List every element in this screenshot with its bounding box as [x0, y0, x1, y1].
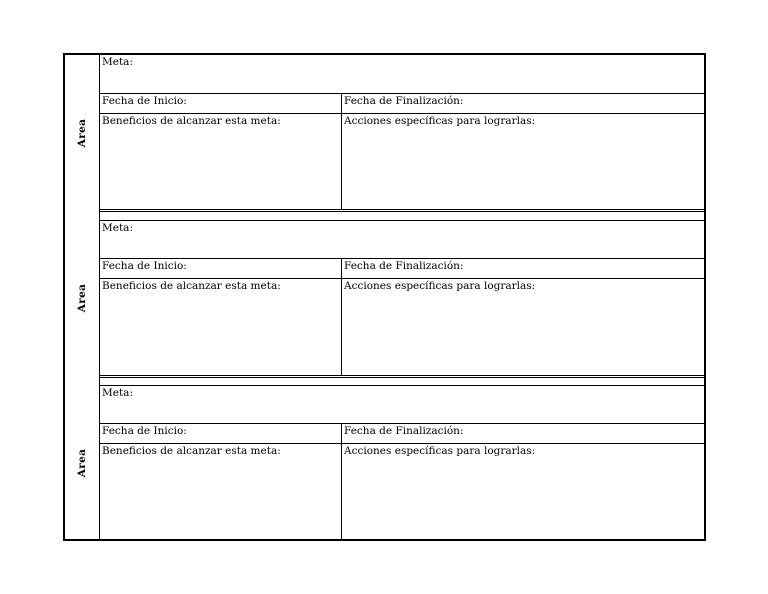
end-date-field[interactable] — [342, 424, 704, 443]
end-date-label: Fecha de Finalización: — [344, 95, 464, 107]
meta-label: Meta: — [102, 56, 133, 68]
area-label-1: Area — [76, 118, 88, 148]
actions-label: Acciones específicas para lograrlas: — [344, 115, 536, 127]
start-date-field[interactable] — [100, 259, 342, 278]
details-row — [100, 279, 704, 376]
goal-worksheet — [63, 53, 706, 541]
start-date-label: Fecha de Inicio: — [102, 95, 187, 107]
area-column — [65, 55, 100, 539]
dates-row — [100, 259, 704, 279]
meta-field[interactable] — [100, 221, 704, 258]
start-date-label: Fecha de Inicio: — [102, 260, 187, 272]
start-date-field[interactable] — [100, 424, 342, 443]
benefits-label: Beneficios de alcanzar esta meta: — [102, 445, 281, 457]
meta-field[interactable] — [100, 386, 704, 423]
goal-section-1 — [100, 55, 704, 211]
meta-row — [100, 220, 704, 259]
benefits-field[interactable] — [100, 279, 342, 376]
meta-label: Meta: — [102, 387, 133, 399]
actions-label: Acciones específicas para lograrlas: — [344, 280, 536, 292]
dates-row — [100, 94, 704, 114]
goal-section-3 — [100, 385, 704, 539]
start-date-label: Fecha de Inicio: — [102, 425, 187, 437]
meta-row — [100, 385, 704, 424]
benefits-label: Beneficios de alcanzar esta meta: — [102, 115, 281, 127]
end-date-field[interactable] — [342, 94, 704, 113]
meta-label: Meta: — [102, 222, 133, 234]
actions-field[interactable] — [342, 444, 704, 539]
section-divider-2 — [100, 375, 704, 378]
benefits-field[interactable] — [100, 114, 342, 211]
meta-row — [100, 55, 704, 94]
end-date-label: Fecha de Finalización: — [344, 260, 464, 272]
actions-label: Acciones específicas para lograrlas: — [344, 445, 536, 457]
actions-field[interactable] — [342, 279, 704, 376]
meta-field[interactable] — [100, 55, 704, 93]
goal-section-2 — [100, 220, 704, 376]
area-label-2: Area — [76, 283, 88, 313]
dates-row — [100, 424, 704, 444]
actions-field[interactable] — [342, 114, 704, 211]
benefits-label: Beneficios de alcanzar esta meta: — [102, 280, 281, 292]
end-date-field[interactable] — [342, 259, 704, 278]
details-row — [100, 444, 704, 539]
section-divider-1 — [100, 209, 704, 212]
details-row — [100, 114, 704, 211]
end-date-label: Fecha de Finalización: — [344, 425, 464, 437]
benefits-field[interactable] — [100, 444, 342, 539]
start-date-field[interactable] — [100, 94, 342, 113]
area-label-3: Area — [76, 448, 88, 478]
